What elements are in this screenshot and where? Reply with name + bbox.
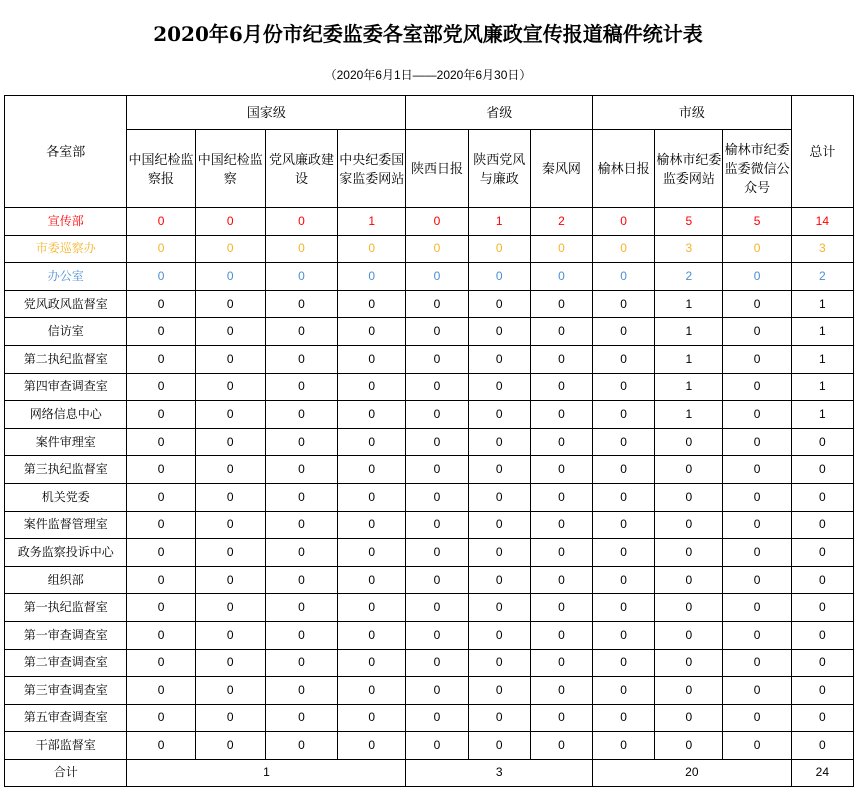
count-cell: 0 [265, 373, 337, 401]
count-cell: 1 [655, 373, 723, 401]
count-cell: 0 [265, 318, 337, 346]
dept-name: 第二审查调查室 [5, 649, 127, 677]
count-cell: 0 [195, 263, 265, 291]
count-cell: 0 [530, 263, 592, 291]
count-cell: 0 [723, 566, 791, 594]
count-cell: 0 [530, 456, 592, 484]
table-row [5, 483, 854, 511]
count-cell: 0 [655, 511, 723, 539]
count-cell: 0 [593, 373, 655, 401]
count-cell: 0 [723, 401, 791, 429]
count-cell: 0 [530, 428, 592, 456]
count-cell: 0 [265, 539, 337, 567]
count-cell: 1 [338, 208, 406, 236]
dept-name: 第五审查调查室 [5, 704, 127, 732]
count-cell: 0 [593, 235, 655, 263]
dept-name: 干部监督室 [5, 732, 127, 760]
row-total-cell: 0 [791, 428, 853, 456]
table-row [5, 594, 854, 622]
count-cell: 0 [406, 621, 468, 649]
column-header: 陕西日报 [406, 130, 468, 208]
count-cell: 0 [723, 649, 791, 677]
count-cell: 0 [468, 235, 530, 263]
count-cell: 0 [195, 345, 265, 373]
table-row [5, 318, 854, 346]
count-cell: 0 [468, 263, 530, 291]
count-cell: 0 [468, 290, 530, 318]
count-cell: 0 [530, 290, 592, 318]
dept-name: 信访室 [5, 318, 127, 346]
count-cell: 0 [265, 428, 337, 456]
table-row [5, 208, 854, 236]
row-total-cell: 0 [791, 511, 853, 539]
count-cell: 0 [338, 621, 406, 649]
table-row [5, 704, 854, 732]
count-cell: 0 [338, 539, 406, 567]
count-cell: 0 [195, 621, 265, 649]
count-cell: 0 [655, 539, 723, 567]
count-cell: 0 [530, 318, 592, 346]
dept-name: 第三审查调查室 [5, 677, 127, 705]
count-cell: 0 [468, 594, 530, 622]
row-total-cell: 1 [791, 401, 853, 429]
statistics-table [4, 95, 854, 787]
column-header: 榆林市纪委监委微信公众号 [723, 130, 791, 208]
count-cell: 0 [127, 345, 195, 373]
row-total-cell: 1 [791, 373, 853, 401]
count-cell: 0 [127, 290, 195, 318]
count-cell: 0 [530, 539, 592, 567]
count-cell: 0 [406, 677, 468, 705]
count-cell: 0 [723, 263, 791, 291]
row-total-cell: 1 [791, 318, 853, 346]
count-cell: 0 [406, 483, 468, 511]
count-cell: 0 [338, 483, 406, 511]
count-cell: 0 [723, 732, 791, 760]
count-cell: 0 [593, 566, 655, 594]
column-header: 陕西党风与廉政 [468, 130, 530, 208]
count-cell: 0 [195, 235, 265, 263]
count-cell: 0 [265, 594, 337, 622]
count-cell: 0 [530, 649, 592, 677]
row-total-cell: 0 [791, 539, 853, 567]
count-cell: 0 [265, 345, 337, 373]
count-cell: 0 [406, 235, 468, 263]
count-cell: 0 [655, 704, 723, 732]
dept-name: 第一审查调查室 [5, 621, 127, 649]
count-cell: 0 [338, 290, 406, 318]
count-cell: 0 [195, 594, 265, 622]
count-cell: 0 [723, 677, 791, 705]
count-cell: 0 [593, 208, 655, 236]
row-total-cell: 0 [791, 594, 853, 622]
dept-name: 宣传部 [5, 208, 127, 236]
count-cell: 0 [406, 566, 468, 594]
dept-name: 机关党委 [5, 483, 127, 511]
count-cell: 0 [195, 428, 265, 456]
count-cell: 0 [195, 456, 265, 484]
total-header: 总计 [791, 96, 853, 208]
count-cell: 0 [468, 511, 530, 539]
header-column-row [5, 130, 854, 208]
count-cell: 0 [530, 373, 592, 401]
count-cell: 0 [655, 594, 723, 622]
count-cell: 0 [468, 677, 530, 705]
count-cell: 0 [195, 566, 265, 594]
table-row [5, 511, 854, 539]
count-cell: 0 [265, 704, 337, 732]
count-cell: 2 [530, 208, 592, 236]
count-cell: 0 [406, 594, 468, 622]
count-cell: 0 [468, 621, 530, 649]
count-cell: 0 [655, 649, 723, 677]
count-cell: 0 [655, 456, 723, 484]
row-total-cell: 3 [791, 235, 853, 263]
count-cell: 0 [127, 649, 195, 677]
page-title: 2020年6月份市纪委监委各室部党风廉政宣传报道稿件统计表 [153, 22, 703, 46]
count-cell: 0 [593, 704, 655, 732]
count-cell: 0 [593, 732, 655, 760]
dept-name: 第二执纪监督室 [5, 345, 127, 373]
count-cell: 0 [530, 621, 592, 649]
count-cell: 0 [195, 483, 265, 511]
row-total-cell: 14 [791, 208, 853, 236]
count-cell: 0 [338, 345, 406, 373]
count-cell: 0 [593, 539, 655, 567]
row-total-cell: 0 [791, 649, 853, 677]
count-cell: 0 [265, 456, 337, 484]
total-provincial: 3 [406, 759, 593, 786]
count-cell: 0 [468, 732, 530, 760]
count-cell: 0 [593, 401, 655, 429]
row-total-cell: 0 [791, 483, 853, 511]
count-cell: 0 [723, 621, 791, 649]
dept-name: 市委巡察办 [5, 235, 127, 263]
table-row [5, 732, 854, 760]
row-total-cell: 0 [791, 621, 853, 649]
dept-name: 组织部 [5, 566, 127, 594]
count-cell: 0 [406, 208, 468, 236]
column-header: 秦风网 [530, 130, 592, 208]
table-row [5, 290, 854, 318]
count-cell: 0 [723, 428, 791, 456]
count-cell: 0 [655, 483, 723, 511]
count-cell: 0 [338, 732, 406, 760]
count-cell: 0 [195, 539, 265, 567]
count-cell: 0 [127, 401, 195, 429]
count-cell: 0 [406, 456, 468, 484]
total-national: 1 [127, 759, 406, 786]
count-cell: 0 [406, 290, 468, 318]
count-cell: 0 [655, 732, 723, 760]
row-total-cell: 0 [791, 677, 853, 705]
dept-header: 各室部 [5, 96, 127, 208]
count-cell: 0 [468, 566, 530, 594]
row-total-cell: 1 [791, 345, 853, 373]
count-cell: 3 [655, 235, 723, 263]
count-cell: 0 [127, 456, 195, 484]
table-row [5, 649, 854, 677]
table-row [5, 345, 854, 373]
count-cell: 0 [468, 649, 530, 677]
count-cell: 1 [655, 290, 723, 318]
dept-name: 案件审理室 [5, 428, 127, 456]
count-cell: 0 [127, 704, 195, 732]
table-row [5, 456, 854, 484]
count-cell: 0 [195, 732, 265, 760]
header-group-row [5, 96, 854, 130]
count-cell: 0 [406, 428, 468, 456]
count-cell: 5 [723, 208, 791, 236]
dept-name: 网络信息中心 [5, 401, 127, 429]
count-cell: 0 [530, 345, 592, 373]
count-cell: 0 [723, 539, 791, 567]
group-header-national: 国家级 [127, 96, 406, 130]
count-cell: 0 [723, 318, 791, 346]
count-cell: 0 [406, 345, 468, 373]
table-row [5, 621, 854, 649]
table-body [5, 208, 854, 760]
count-cell: 0 [468, 373, 530, 401]
count-cell: 0 [338, 235, 406, 263]
count-cell: 0 [265, 290, 337, 318]
count-cell: 0 [127, 677, 195, 705]
count-cell: 0 [127, 235, 195, 263]
count-cell: 0 [265, 732, 337, 760]
count-cell: 0 [593, 345, 655, 373]
count-cell: 0 [338, 428, 406, 456]
row-total-cell: 0 [791, 456, 853, 484]
count-cell: 0 [127, 621, 195, 649]
count-cell: 0 [127, 373, 195, 401]
count-cell: 0 [195, 208, 265, 236]
count-cell: 0 [406, 263, 468, 291]
column-header: 中央纪委国家监委网站 [338, 130, 406, 208]
table-row [5, 401, 854, 429]
count-cell: 0 [338, 401, 406, 429]
count-cell: 0 [723, 373, 791, 401]
row-total-cell: 1 [791, 290, 853, 318]
count-cell: 0 [406, 732, 468, 760]
dept-name: 第四审查调查室 [5, 373, 127, 401]
count-cell: 0 [530, 483, 592, 511]
count-cell: 0 [593, 621, 655, 649]
count-cell: 0 [530, 235, 592, 263]
count-cell: 0 [593, 263, 655, 291]
dept-name: 第三执纪监督室 [5, 456, 127, 484]
count-cell: 0 [530, 677, 592, 705]
count-cell: 0 [593, 428, 655, 456]
count-cell: 0 [127, 732, 195, 760]
count-cell: 0 [655, 677, 723, 705]
count-cell: 1 [468, 208, 530, 236]
count-cell: 0 [530, 594, 592, 622]
count-cell: 0 [406, 373, 468, 401]
count-cell: 0 [723, 483, 791, 511]
dept-name: 第一执纪监督室 [5, 594, 127, 622]
count-cell: 0 [127, 566, 195, 594]
count-cell: 0 [265, 566, 337, 594]
table-row [5, 263, 854, 291]
row-total-cell: 0 [791, 566, 853, 594]
count-cell: 0 [468, 345, 530, 373]
count-cell: 0 [406, 401, 468, 429]
count-cell: 0 [593, 290, 655, 318]
count-cell: 0 [530, 401, 592, 429]
count-cell: 0 [723, 456, 791, 484]
count-cell: 0 [338, 373, 406, 401]
count-cell: 0 [127, 594, 195, 622]
count-cell: 0 [338, 511, 406, 539]
count-cell: 0 [593, 677, 655, 705]
column-header: 中国纪检监察 [195, 130, 265, 208]
row-total-cell: 2 [791, 263, 853, 291]
count-cell: 0 [723, 345, 791, 373]
count-cell: 0 [593, 649, 655, 677]
column-header: 榆林市纪委监委网站 [655, 130, 723, 208]
total-grand: 24 [791, 759, 853, 786]
count-cell: 0 [265, 401, 337, 429]
count-cell: 0 [468, 704, 530, 732]
count-cell: 0 [723, 235, 791, 263]
count-cell: 0 [530, 732, 592, 760]
count-cell: 0 [468, 318, 530, 346]
table-row [5, 539, 854, 567]
count-cell: 0 [338, 677, 406, 705]
table-row [5, 428, 854, 456]
count-cell: 0 [406, 539, 468, 567]
count-cell: 0 [338, 704, 406, 732]
count-cell: 0 [265, 621, 337, 649]
total-municipal: 20 [593, 759, 792, 786]
count-cell: 0 [265, 511, 337, 539]
count-cell: 0 [338, 263, 406, 291]
count-cell: 0 [195, 318, 265, 346]
count-cell: 0 [127, 428, 195, 456]
table-row [5, 566, 854, 594]
count-cell: 1 [655, 318, 723, 346]
group-header-municipal: 市级 [593, 96, 792, 130]
count-cell: 0 [723, 594, 791, 622]
table-row [5, 373, 854, 401]
count-cell: 0 [195, 704, 265, 732]
group-header-provincial: 省级 [406, 96, 593, 130]
count-cell: 0 [593, 483, 655, 511]
count-cell: 0 [127, 539, 195, 567]
count-cell: 0 [195, 677, 265, 705]
count-cell: 0 [127, 483, 195, 511]
count-cell: 0 [593, 511, 655, 539]
row-total-cell: 0 [791, 704, 853, 732]
count-cell: 0 [530, 566, 592, 594]
count-cell: 0 [195, 290, 265, 318]
count-cell: 0 [265, 208, 337, 236]
row-total-cell: 0 [791, 732, 853, 760]
count-cell: 0 [468, 401, 530, 429]
count-cell: 0 [723, 704, 791, 732]
count-cell: 0 [468, 483, 530, 511]
count-cell: 0 [468, 428, 530, 456]
count-cell: 0 [723, 290, 791, 318]
count-cell: 0 [265, 649, 337, 677]
count-cell: 0 [406, 511, 468, 539]
dept-name: 办公室 [5, 263, 127, 291]
count-cell: 0 [265, 483, 337, 511]
count-cell: 0 [265, 677, 337, 705]
count-cell: 0 [195, 401, 265, 429]
count-cell: 0 [338, 566, 406, 594]
count-cell: 0 [127, 511, 195, 539]
count-cell: 2 [655, 263, 723, 291]
count-cell: 0 [655, 428, 723, 456]
count-cell: 0 [468, 539, 530, 567]
count-cell: 0 [593, 594, 655, 622]
dept-name: 案件监督管理室 [5, 511, 127, 539]
table-row [5, 235, 854, 263]
date-range: （2020年6月1日——2020年6月30日） [324, 68, 532, 82]
count-cell: 0 [593, 318, 655, 346]
count-cell: 0 [338, 456, 406, 484]
count-cell: 0 [265, 263, 337, 291]
count-cell: 0 [530, 511, 592, 539]
count-cell: 1 [655, 401, 723, 429]
count-cell: 0 [195, 373, 265, 401]
count-cell: 0 [338, 318, 406, 346]
count-cell: 0 [468, 456, 530, 484]
count-cell: 0 [406, 318, 468, 346]
count-cell: 0 [127, 263, 195, 291]
table-row [5, 677, 854, 705]
count-cell: 5 [655, 208, 723, 236]
count-cell: 0 [406, 649, 468, 677]
count-cell: 0 [406, 704, 468, 732]
count-cell: 0 [723, 511, 791, 539]
count-cell: 0 [338, 649, 406, 677]
count-cell: 0 [530, 704, 592, 732]
column-header: 榆林日报 [593, 130, 655, 208]
count-cell: 0 [655, 621, 723, 649]
column-header: 党风廉政建设 [265, 130, 337, 208]
dept-name: 政务监察投诉中心 [5, 539, 127, 567]
count-cell: 0 [127, 208, 195, 236]
dept-name: 党风政风监督室 [5, 290, 127, 318]
column-header: 中国纪检监察报 [127, 130, 195, 208]
totals-row [5, 759, 854, 786]
count-cell: 0 [127, 318, 195, 346]
count-cell: 0 [593, 456, 655, 484]
totals-label: 合计 [5, 759, 127, 786]
count-cell: 0 [265, 235, 337, 263]
count-cell: 0 [195, 649, 265, 677]
count-cell: 1 [655, 345, 723, 373]
count-cell: 0 [338, 594, 406, 622]
count-cell: 0 [195, 511, 265, 539]
count-cell: 0 [655, 566, 723, 594]
